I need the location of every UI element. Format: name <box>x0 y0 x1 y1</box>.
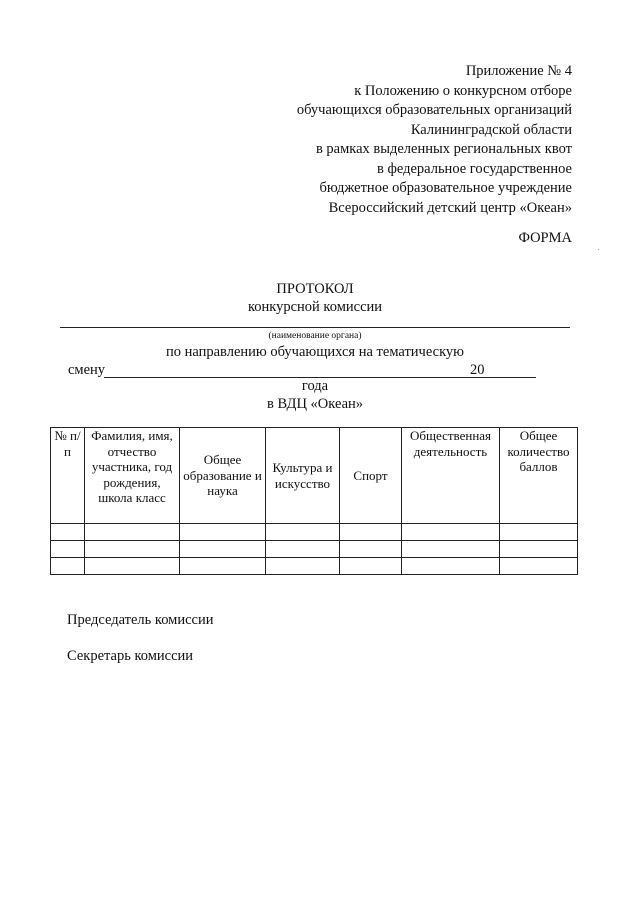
table-cell[interactable] <box>180 541 266 558</box>
scan-artifact <box>598 249 599 250</box>
table-row <box>51 541 578 558</box>
header-education: Общее образование и наука <box>180 428 266 524</box>
header-number: № п/п <box>51 428 85 524</box>
secretary-signature-label: Секретарь комиссии <box>67 648 194 664</box>
score-table <box>50 427 578 575</box>
table-cell[interactable] <box>51 524 85 541</box>
table-cell[interactable] <box>402 524 500 541</box>
protocol-title: ПРОТОКОЛ <box>276 281 354 297</box>
table-cell[interactable] <box>402 558 500 575</box>
appendix-header <box>192 62 572 218</box>
table-cell[interactable] <box>500 541 578 558</box>
table-cell[interactable] <box>85 541 180 558</box>
org-name-hint: (наименование органа) <box>268 331 362 341</box>
appendix-line: в рамках выделенных региональных квот <box>315 141 572 157</box>
table-cell[interactable] <box>85 524 180 541</box>
appendix-line: Всероссийский детский центр «Океан» <box>328 199 572 216</box>
table-cell[interactable] <box>51 541 85 558</box>
appendix-line: к Положению о конкурсном отборе <box>354 82 572 99</box>
table-cell[interactable] <box>51 558 85 575</box>
table-cell[interactable] <box>402 541 500 558</box>
direction-text: по направлению обучающихся на тематическую <box>165 344 465 360</box>
org-name-field[interactable] <box>60 327 570 328</box>
table-cell[interactable] <box>266 558 340 575</box>
table-cell[interactable] <box>266 541 340 558</box>
table-cell[interactable] <box>85 558 180 575</box>
table-cell[interactable] <box>340 524 402 541</box>
chairman-signature-label: Председатель комиссии <box>67 612 214 628</box>
header-culture: Культура и искусство <box>266 428 340 524</box>
table-cell[interactable] <box>180 524 266 541</box>
appendix-line: Приложение № 4 <box>465 63 572 79</box>
table-cell[interactable] <box>340 541 402 558</box>
table-row <box>51 558 578 575</box>
camp-text: в ВДЦ «Океан» <box>266 396 364 412</box>
table-header-row <box>51 428 578 524</box>
header-social: Общественная деятельность <box>402 428 500 524</box>
header-sport: Спорт <box>340 428 402 524</box>
table-row <box>51 524 578 541</box>
year-prefix: 20 <box>470 362 485 378</box>
header-participant: Фамилия, имя, отчество участника, год рождения, школа класс <box>85 428 180 524</box>
header-total: Общее количество баллов <box>500 428 578 524</box>
table-cell[interactable] <box>500 558 578 575</box>
protocol-subtitle: конкурсной комиссии <box>247 299 383 315</box>
shift-label: смену <box>68 362 106 378</box>
table-cell[interactable] <box>180 558 266 575</box>
appendix-line: бюджетное образовательное учреждение <box>319 180 572 196</box>
form-label: ФОРМА <box>518 230 572 246</box>
appendix-line: обучающихся образовательных организаций <box>296 102 572 118</box>
appendix-line: в федеральное государственное <box>376 160 572 177</box>
table-cell[interactable] <box>340 558 402 575</box>
table-cell[interactable] <box>266 524 340 541</box>
table-cell[interactable] <box>500 524 578 541</box>
year-label: года <box>301 378 329 394</box>
appendix-line: Калининградской области <box>410 121 572 138</box>
